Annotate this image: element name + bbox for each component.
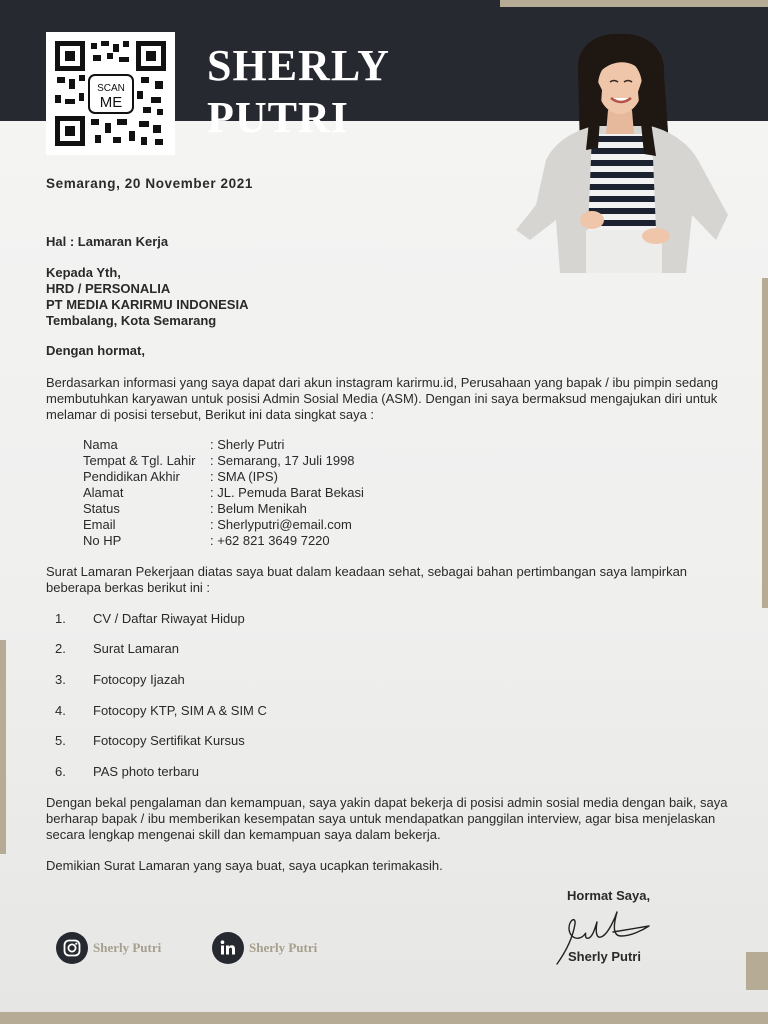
attachment-item xyxy=(55,611,245,627)
data-label: Pendidikan Akhir xyxy=(83,469,180,484)
data-label: Nama xyxy=(83,437,118,452)
attachment-number: 1. xyxy=(55,611,66,626)
linkedin-icon xyxy=(212,932,244,964)
attachments-intro-line: Surat Lamaran Pekerjaan diatas saya buat dalam keadaan sehat, sebagai bahan pertimbangan saya lampirkan xyxy=(46,564,688,579)
data-row xyxy=(83,453,355,469)
recipient-line: HRD / PERSONALIA xyxy=(46,281,171,296)
data-label: Email xyxy=(83,517,116,532)
attachment-item xyxy=(55,733,245,749)
data-label: Status xyxy=(83,501,120,516)
instagram-link[interactable] xyxy=(56,932,161,964)
data-row xyxy=(83,501,307,517)
name-first: SHERLY xyxy=(207,41,390,90)
letter-date: Semarang, 20 November 2021 xyxy=(46,176,253,191)
closing-line: Dengan bekal pengalaman dan kemampuan, saya yakin dapat bekerja di posisi admin sosial media dengan baik, saya xyxy=(46,795,728,810)
attachment-item xyxy=(55,672,185,688)
attachment-text: Fotocopy Sertifikat Kursus xyxy=(93,733,245,748)
attachment-text: Fotocopy Ijazah xyxy=(93,672,185,687)
attachment-text: CV / Daftar Riwayat Hidup xyxy=(93,611,245,626)
data-label: No HP xyxy=(83,533,122,548)
letter-subject: Hal : Lamaran Kerja xyxy=(46,234,169,249)
instagram-icon xyxy=(56,932,88,964)
top-accent-bar xyxy=(500,0,768,7)
data-row xyxy=(83,469,278,485)
data-value: : JL. Pemuda Barat Bekasi xyxy=(210,485,364,500)
attachment-number: 5. xyxy=(55,733,66,748)
data-value: : SMA (IPS) xyxy=(210,469,278,484)
data-value: : +62 821 3649 7220 xyxy=(210,533,330,548)
recipient-line: PT MEDIA KARIRMU INDONESIA xyxy=(46,297,249,312)
attachments-intro-line: beberapa berkas berikut ini : xyxy=(46,580,211,595)
attachment-number: 2. xyxy=(55,641,66,656)
qr-scan-text: SCAN xyxy=(97,83,125,94)
attachment-number: 4. xyxy=(55,703,66,718)
intro-line: Berdasarkan informasi yang saya dapat dari akun instagram karirmu.id, Perusahaan yang bapak / ibu pimpin sedang xyxy=(46,375,719,390)
closing-line: secara lengkap mengenai skill dan kemampuan saya dalam bekerja. xyxy=(46,827,441,842)
bottom-accent-bar xyxy=(0,1012,768,1024)
page-title xyxy=(207,40,467,142)
intro-line: membutuhkan karyawan untuk posisi Admin Sosial Media (ASM). Dengan ini saya bermaksud mengajukan diri untuk xyxy=(46,391,718,406)
name-last: PUTRI xyxy=(207,93,349,142)
data-value: : Semarang, 17 Juli 1998 xyxy=(210,453,355,468)
data-value: : Sherly Putri xyxy=(210,437,285,452)
profile-photo xyxy=(516,30,728,273)
attachment-number: 6. xyxy=(55,764,66,779)
attachment-item xyxy=(55,641,179,657)
instagram-handle: Sherly Putri xyxy=(93,940,162,955)
attachment-text: PAS photo terbaru xyxy=(93,764,199,779)
left-accent-bar xyxy=(0,640,6,854)
data-label: Tempat & Tgl. Lahir xyxy=(83,453,196,468)
attachment-text: Fotocopy KTP, SIM A & SIM C xyxy=(93,703,267,718)
qr-code xyxy=(46,32,175,155)
data-row xyxy=(83,437,284,453)
attachment-text: Surat Lamaran xyxy=(93,641,179,656)
closing-line: berharap bapak / ibu memberikan kesempatan saya untuk mendapatkan panggilan interview, agar bisa menjelaskan xyxy=(46,811,716,826)
intro-line: melamar di posisi tersebut, Berikut ini data singkat saya : xyxy=(46,407,375,422)
data-row xyxy=(83,517,352,533)
closing-title: Hormat Saya, xyxy=(567,888,651,903)
data-row xyxy=(83,533,330,549)
attachment-item xyxy=(55,764,199,780)
greeting: Dengan hormat, xyxy=(46,343,145,358)
linkedin-handle: Sherly Putri xyxy=(249,940,318,955)
data-value: : Belum Menikah xyxy=(210,501,307,516)
right-accent-bar xyxy=(762,278,768,608)
thanks-line: Demikian Surat Lamaran yang saya buat, saya ucapkan terimakasih. xyxy=(46,858,443,873)
data-value: : Sherlyputri@email.com xyxy=(210,517,352,532)
data-row xyxy=(83,485,364,501)
attachment-item xyxy=(55,703,267,719)
signer-name: Sherly Putri xyxy=(568,949,641,964)
linkedin-link[interactable] xyxy=(212,932,317,964)
bottom-right-accent-block xyxy=(746,952,768,990)
data-label: Alamat xyxy=(83,485,124,500)
attachment-number: 3. xyxy=(55,672,66,687)
qr-me-text: ME xyxy=(99,94,123,111)
qr-code-icon xyxy=(55,41,166,146)
recipient-line: Kepada Yth, xyxy=(46,265,121,280)
recipient-line: Tembalang, Kota Semarang xyxy=(46,313,217,328)
